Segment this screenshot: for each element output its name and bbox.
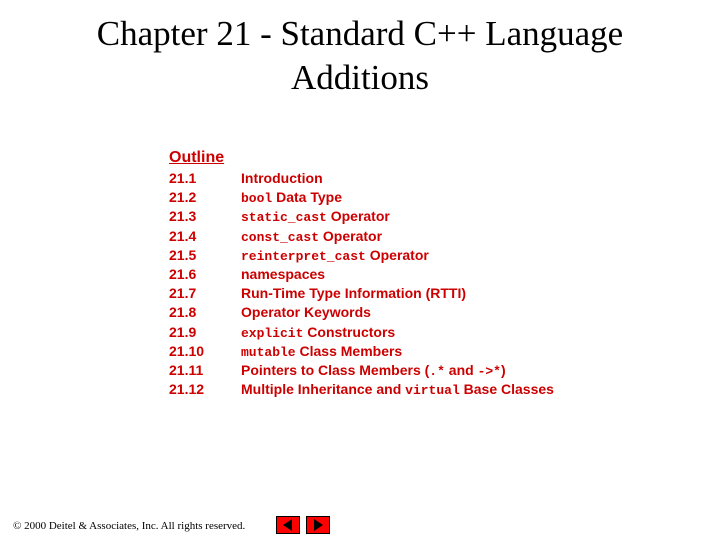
outline-item bbox=[169, 284, 554, 303]
label-text: Multiple Inheritance and bbox=[241, 381, 406, 398]
outline-item-number: 21.3 bbox=[169, 208, 197, 225]
left-arrow-icon bbox=[277, 517, 299, 533]
code-keyword: const_cast bbox=[241, 229, 320, 245]
outline-heading: Outline bbox=[169, 149, 225, 166]
outline-item-label bbox=[241, 188, 342, 207]
previous-slide-button[interactable] bbox=[276, 516, 300, 534]
outline-item-number: 21.6 bbox=[169, 265, 197, 282]
next-slide-button[interactable] bbox=[306, 516, 330, 534]
outline-item bbox=[169, 323, 554, 342]
outline-item-number: 21.10 bbox=[169, 342, 205, 359]
outline-item-label bbox=[241, 342, 402, 361]
outline-item-label bbox=[241, 265, 325, 284]
label-text: Operator bbox=[365, 246, 429, 263]
outline-item-label bbox=[241, 380, 554, 399]
right-arrow-icon bbox=[307, 517, 329, 533]
label-text: ) bbox=[500, 361, 506, 378]
outline-item-label bbox=[241, 227, 382, 246]
outline-item-number: 21.11 bbox=[169, 361, 204, 378]
outline-item bbox=[169, 188, 554, 207]
outline bbox=[169, 148, 554, 399]
outline-item-number: 21.7 bbox=[169, 285, 197, 302]
code-keyword: reinterpret_cast bbox=[241, 248, 366, 264]
label-text: namespaces bbox=[241, 265, 326, 282]
slide-title-line-2: Additions bbox=[290, 58, 430, 97]
outline-item-number: 21.2 bbox=[169, 189, 197, 206]
label-text: Constructors bbox=[303, 323, 396, 340]
outline-item-label bbox=[241, 361, 506, 380]
outline-item-label bbox=[241, 323, 395, 342]
slide-title bbox=[0, 12, 720, 100]
label-text: Operator Keywords bbox=[241, 304, 371, 321]
code-keyword: static_cast bbox=[241, 210, 327, 226]
code-keyword: bool bbox=[241, 191, 273, 207]
outline-item-number: 21.4 bbox=[169, 227, 197, 244]
copyright-footer: © 2000 Deitel & Associates, Inc. All rights reserved. bbox=[13, 520, 246, 532]
label-text: Operator bbox=[319, 227, 383, 244]
slide-title-line-1: Chapter 21 - Standard C++ Language bbox=[96, 14, 624, 53]
label-text: Run-Time Type Information (RTTI) bbox=[241, 285, 467, 302]
outline-item-number: 21.8 bbox=[169, 304, 197, 321]
outline-item-label bbox=[241, 246, 429, 265]
label-text: Operator bbox=[326, 208, 390, 225]
outline-item-number: 21.1 bbox=[169, 170, 197, 186]
label-text: Introduction bbox=[241, 170, 323, 186]
outline-item bbox=[169, 380, 554, 399]
outline-item bbox=[169, 303, 554, 322]
outline-item bbox=[169, 361, 554, 380]
label-text: and bbox=[444, 361, 478, 378]
outline-item bbox=[169, 265, 554, 284]
outline-item bbox=[169, 207, 554, 226]
outline-item bbox=[169, 246, 554, 265]
outline-item bbox=[169, 342, 554, 361]
outline-item-number: 21.9 bbox=[169, 323, 197, 340]
code-keyword: mutable bbox=[241, 344, 296, 360]
label-text: Pointers to Class Members ( bbox=[241, 361, 430, 378]
code-keyword: ->* bbox=[477, 363, 501, 379]
outline-item bbox=[169, 169, 554, 188]
code-keyword: virtual bbox=[405, 383, 460, 399]
code-keyword: .* bbox=[429, 363, 445, 379]
code-keyword: explicit bbox=[241, 325, 304, 341]
outline-item-number: 21.5 bbox=[169, 246, 197, 263]
label-text: Data Type bbox=[272, 189, 342, 206]
outline-item-label bbox=[241, 207, 390, 226]
outline-item bbox=[169, 227, 554, 246]
label-text: Class Members bbox=[295, 342, 403, 359]
outline-item-label bbox=[241, 284, 466, 303]
outline-item-label bbox=[241, 169, 323, 188]
outline-item-number: 21.12 bbox=[169, 381, 205, 398]
label-text: Base Classes bbox=[459, 381, 554, 398]
outline-list bbox=[169, 169, 554, 399]
outline-item-label bbox=[241, 303, 371, 322]
